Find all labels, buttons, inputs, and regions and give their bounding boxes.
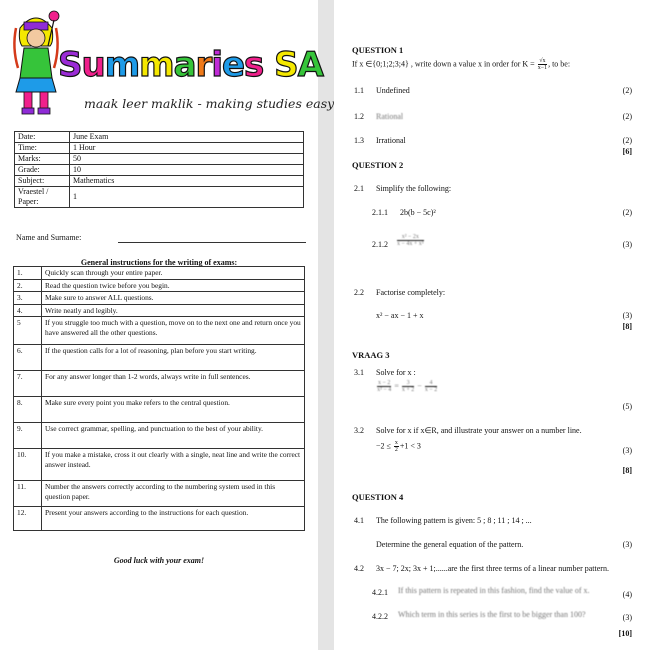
q3-2-inequality: −2 ≤ $\frac{x}{2}$ +1 < 3 bbox=[376, 440, 421, 453]
q4-2-2-number: 4.2.2 bbox=[372, 612, 388, 621]
q3-2-text: Solve for x if x∈R, and illustrate your answer on a number line. bbox=[376, 426, 582, 435]
q2-total: [8] bbox=[622, 322, 632, 331]
q4-total: [10] bbox=[618, 629, 632, 638]
instruction-text: Write neatly and legibly. bbox=[42, 304, 305, 317]
question-page bbox=[334, 0, 650, 650]
q3-2-number: 3.2 bbox=[354, 426, 364, 435]
k-fraction: $\frac{√x}{x-1}$ bbox=[537, 58, 548, 71]
q4-1-subtext: Determine the general equation of the pattern. bbox=[376, 540, 524, 549]
info-row bbox=[15, 143, 304, 154]
q2-1-2-number: 2.1.2 bbox=[372, 240, 388, 249]
instruction-number: 3. bbox=[14, 292, 42, 305]
instruction-text: For any answer longer than 1-2 words, always write in full sentences. bbox=[42, 371, 305, 397]
name-surname-field[interactable] bbox=[118, 242, 306, 243]
instruction-row bbox=[14, 345, 305, 371]
info-value: June Exam bbox=[70, 132, 304, 143]
instruction-text: If you struggle too much with a question, move on to the next one and return once you have answered all the other questions. bbox=[42, 317, 305, 345]
instruction-number: 5 bbox=[14, 317, 42, 345]
q2-1-2-mark: (3) bbox=[622, 240, 632, 249]
q3-1-text: Solve for x : bbox=[376, 368, 416, 377]
logo-tagline: maak leer maklik - making studies easy bbox=[84, 96, 335, 111]
q3-1-number: 3.1 bbox=[354, 368, 364, 377]
q1-1-mark: (2) bbox=[622, 86, 632, 95]
instruction-text: Make sure to answer ALL questions. bbox=[42, 292, 305, 305]
instruction-number: 10. bbox=[14, 449, 42, 481]
instruction-row bbox=[14, 317, 305, 345]
info-label: Vraestel / Paper: bbox=[15, 187, 70, 208]
q2-2-text: Factorise completely: bbox=[376, 288, 446, 297]
q4-2-2-text: Which term in this series is the first to be bigger than 100? bbox=[398, 610, 586, 619]
instructions-table bbox=[13, 266, 305, 531]
instruction-number: 7. bbox=[14, 371, 42, 397]
q2-2-mark: (3) bbox=[622, 311, 632, 320]
q1-3-number: 1.3 bbox=[354, 136, 364, 145]
question-1-heading: QUESTION 1 bbox=[352, 45, 404, 55]
q4-1-mark: (3) bbox=[622, 540, 632, 549]
question-3-heading: VRAAG 3 bbox=[352, 350, 390, 360]
q4-2-text: 3x − 7; 2x; 3x + 1;......are the first three terms of a linear number pattern. bbox=[376, 564, 609, 573]
instruction-text: Quickly scan through your entire paper. bbox=[42, 267, 305, 280]
q2-1-1-number: 2.1.1 bbox=[372, 208, 388, 217]
q4-2-2-mark: (3) bbox=[622, 613, 632, 622]
instruction-number: 2. bbox=[14, 279, 42, 292]
q3-1-mark: (5) bbox=[622, 402, 632, 411]
instruction-row bbox=[14, 507, 305, 531]
instruction-number: 11. bbox=[14, 481, 42, 507]
instruction-row bbox=[14, 371, 305, 397]
q3-total: [8] bbox=[622, 466, 632, 475]
instruction-number: 4. bbox=[14, 304, 42, 317]
mascot-illustration bbox=[10, 8, 62, 118]
q2-1-1-mark: (2) bbox=[622, 208, 632, 217]
instruction-row bbox=[14, 292, 305, 305]
question-2-heading: QUESTION 2 bbox=[352, 160, 404, 170]
q3-2-mark: (3) bbox=[622, 446, 632, 455]
instruction-row bbox=[14, 481, 305, 507]
q4-2-number: 4.2 bbox=[354, 564, 364, 573]
q4-1-text: The following pattern is given: 5 ; 8 ; 11 ; 14 ; ... bbox=[376, 516, 532, 525]
instruction-row bbox=[14, 423, 305, 449]
instruction-row bbox=[14, 267, 305, 280]
info-label: Date: bbox=[15, 132, 70, 143]
q2-1-text: Simplify the following: bbox=[376, 184, 452, 193]
info-label: Marks: bbox=[15, 154, 70, 165]
instruction-text: Read the question twice before you begin. bbox=[42, 279, 305, 292]
q4-2-1-mark: (4) bbox=[622, 590, 632, 599]
q4-1-number: 4.1 bbox=[354, 516, 364, 525]
info-label: Grade: bbox=[15, 165, 70, 176]
info-row bbox=[15, 165, 304, 176]
instruction-number: 12. bbox=[14, 507, 42, 531]
q1-3-mark: (2) bbox=[622, 136, 632, 145]
q1-2-text: Rational bbox=[376, 112, 404, 121]
exam-info-table bbox=[14, 131, 304, 208]
q2-1-2-expression: $\frac{\text{x² − 2x}}{\text{x − 4x + x³}}$ bbox=[397, 234, 424, 247]
q4-2-1-text: If this pattern is repeated in this fashion, find the value of x. bbox=[398, 586, 590, 595]
q1-1-number: 1.1 bbox=[354, 86, 364, 95]
info-row bbox=[15, 176, 304, 187]
info-row bbox=[15, 132, 304, 143]
q2-2-expression: x² − ax − 1 + x bbox=[376, 311, 424, 320]
info-label: Subject: bbox=[15, 176, 70, 187]
logo-title: Summaries SA bbox=[58, 45, 323, 85]
instruction-text: If the question calls for a lot of reasoning, plan before you start writing. bbox=[42, 345, 305, 371]
info-row bbox=[15, 187, 304, 208]
info-label: Time: bbox=[15, 143, 70, 154]
info-value: 10 bbox=[70, 165, 304, 176]
summaries-sa-logo bbox=[10, 8, 335, 120]
instruction-row bbox=[14, 304, 305, 317]
info-value: 1 bbox=[70, 187, 304, 208]
instruction-text: Present your answers according to the instructions for each question. bbox=[42, 507, 305, 531]
q1-2-number: 1.2 bbox=[354, 112, 364, 121]
info-row bbox=[15, 154, 304, 165]
instruction-text: If you make a mistake, cross it out clearly with a single, neat line and write the correct answer instead. bbox=[42, 449, 305, 481]
instruction-text: Make sure every point you make refers to the central question. bbox=[42, 397, 305, 423]
q4-2-1-number: 4.2.1 bbox=[372, 588, 388, 597]
instruction-row bbox=[14, 279, 305, 292]
instruction-number: 1. bbox=[14, 267, 42, 280]
good-luck-message: Good luck with your exam! bbox=[113, 556, 205, 565]
q2-1-number: 2.1 bbox=[354, 184, 364, 193]
q1-3-text: Irrational bbox=[376, 136, 406, 145]
instruction-row bbox=[14, 449, 305, 481]
question-1-intro: If x ∈{0;1;2;3;4} , write down a value x in order for K = $\frac{√x}{x-1}$ , to be: bbox=[352, 58, 571, 71]
q1-1-text: Undefined bbox=[376, 86, 410, 95]
instructions-title: General instructions for the writing of exams: bbox=[80, 258, 238, 267]
instruction-text: Number the answers correctly according to the numbering system used in this question paper. bbox=[42, 481, 305, 507]
q1-2-mark: (2) bbox=[622, 112, 632, 121]
q2-1-1-expression: 2b(b − 5c)² bbox=[400, 208, 436, 217]
info-value: 50 bbox=[70, 154, 304, 165]
name-surname-label: Name and Surname: bbox=[16, 233, 82, 242]
instruction-text: Use correct grammar, spelling, and punctuation to the best of your ability. bbox=[42, 423, 305, 449]
instruction-number: 9. bbox=[14, 423, 42, 449]
info-value: Mathematics bbox=[70, 176, 304, 187]
instruction-number: 6. bbox=[14, 345, 42, 371]
q2-2-number: 2.2 bbox=[354, 288, 364, 297]
instruction-number: 8. bbox=[14, 397, 42, 423]
instruction-row bbox=[14, 397, 305, 423]
q3-1-equation: $\frac{x - 2}{\text{x² − 4}}$ = $\frac{3}{x + 2}$ − $\frac{4}{x - 2}$ bbox=[377, 380, 438, 393]
question-1-intro-text: If x ∈{0;1;2;3;4} , write down a value x in order for K = bbox=[352, 59, 535, 69]
question-4-heading: QUESTION 4 bbox=[352, 492, 404, 502]
info-value: 1 Hour bbox=[70, 143, 304, 154]
q1-total: [6] bbox=[622, 147, 632, 156]
